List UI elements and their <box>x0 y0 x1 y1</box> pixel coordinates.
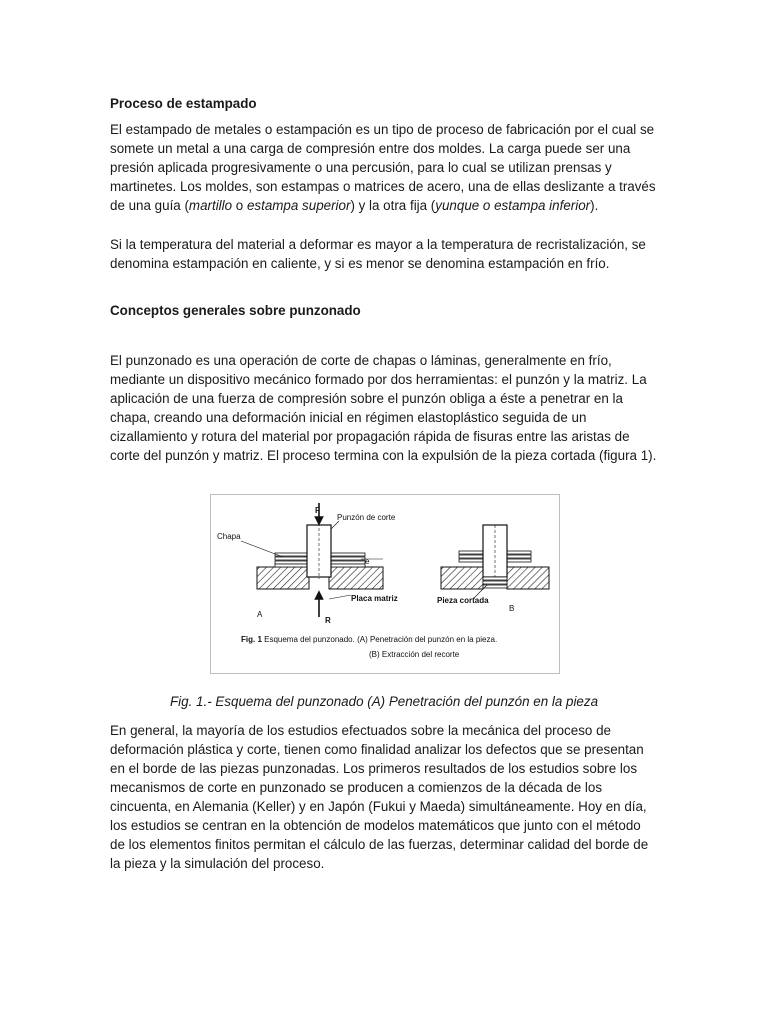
heading-estampado: Proceso de estampado <box>110 96 257 111</box>
label-punch: Punzón de corte <box>337 513 396 522</box>
paragraph-punzonado-definition: El punzonado es una operación de corte de chapas o láminas, generalmente en frío, mediante un dispositivo mecánico formado por dos herramientas: el punzón y la matriz. La aplicación de una fuerza de compresión sobre el punzón obliga a éste a penetrar en la chapa, creando una deformación inicial en régimen elastoplástico seguida de un cizallamiento y rotura del material por propagación rápida de fisuras entre las aristas de corte del punzón y matriz. El proceso termina con la expulsión de la pieza cortada (figura 1). <box>110 353 657 463</box>
paragraph-text: ). <box>590 198 599 213</box>
italic-term: martillo <box>188 198 233 213</box>
label-force-top: F <box>315 506 320 515</box>
paragraph-text: o <box>232 198 247 213</box>
paragraph-studies: En general, la mayoría de los estudios efectuados sobre la mecánica del proceso de deformación plástica y corte, tienen como finalidad analizar los defectos que se presentan en el borde de las piezas punzonadas. Los primeros resultados de los estudios sobre los mecanismos de corte en punzonado se producen a comienzos de la década de los cincuenta, en Alemania (Keller) y en Japón (Fukui y Maeda) simultáneamente. Hoy en día, los estudios se centran en la obtención de modelos matemáticos que junto con el método de los elementos finitos permitan el cálculo de las fuerzas, determinar calidad del borde de la pieza y la simulación del proceso. <box>110 723 649 871</box>
label-view-b: B <box>509 604 515 613</box>
paragraph-estampado-definition <box>110 120 658 215</box>
paragraph-text: ) y la otra fija ( <box>350 198 436 213</box>
label-cut-piece: Pieza cortada <box>437 596 489 605</box>
figure-inner-caption-line1: Fig. 1 Esquema del punzonado. (A) Penetración del punzón en la pieza. <box>241 635 498 644</box>
figure-inner-caption-line2: (B) Extracción del recorte <box>369 650 460 659</box>
heading-punzonado: Conceptos generales sobre punzonado <box>110 303 361 318</box>
label-sheet: Chapa <box>217 532 241 541</box>
die-plate-b-right <box>507 567 549 589</box>
die-plate-right <box>329 567 383 589</box>
label-die: Placa matriz <box>351 594 398 603</box>
cut-piece-slug <box>483 577 507 588</box>
label-gap: e <box>365 557 370 566</box>
paragraph-text: El estampado de metales o estampación es un tipo de proceso de fabricación por el cual se somete un metal a una carga de compresión entre dos moldes. La carga puede ser una presión aplicada progresivamente o una percusión, para lo cual se utilizan prensas y martinetes. Los moldes, son estampas o matrices de acero, una de ellas deslizante a través de una guía ( <box>110 122 656 213</box>
punching-diagram-svg <box>211 495 559 673</box>
die-plate-left <box>257 567 309 589</box>
label-reaction: R <box>325 616 331 625</box>
die-plate-b-left <box>441 567 483 589</box>
figure-punching-diagram <box>210 494 560 674</box>
italic-term: estampa superior <box>246 198 351 213</box>
italic-term: yunque o estampa inferior <box>435 198 591 213</box>
label-view-a: A <box>257 610 263 619</box>
paragraph-temperature: Si la temperatura del material a deformar es mayor a la temperatura de recristalización, se denomina estampación en caliente, y si es menor se denomina estampación en frío. <box>110 237 646 271</box>
figure-caption: Fig. 1.- Esquema del punzonado (A) Penetración del punzón en la pieza <box>169 694 599 709</box>
